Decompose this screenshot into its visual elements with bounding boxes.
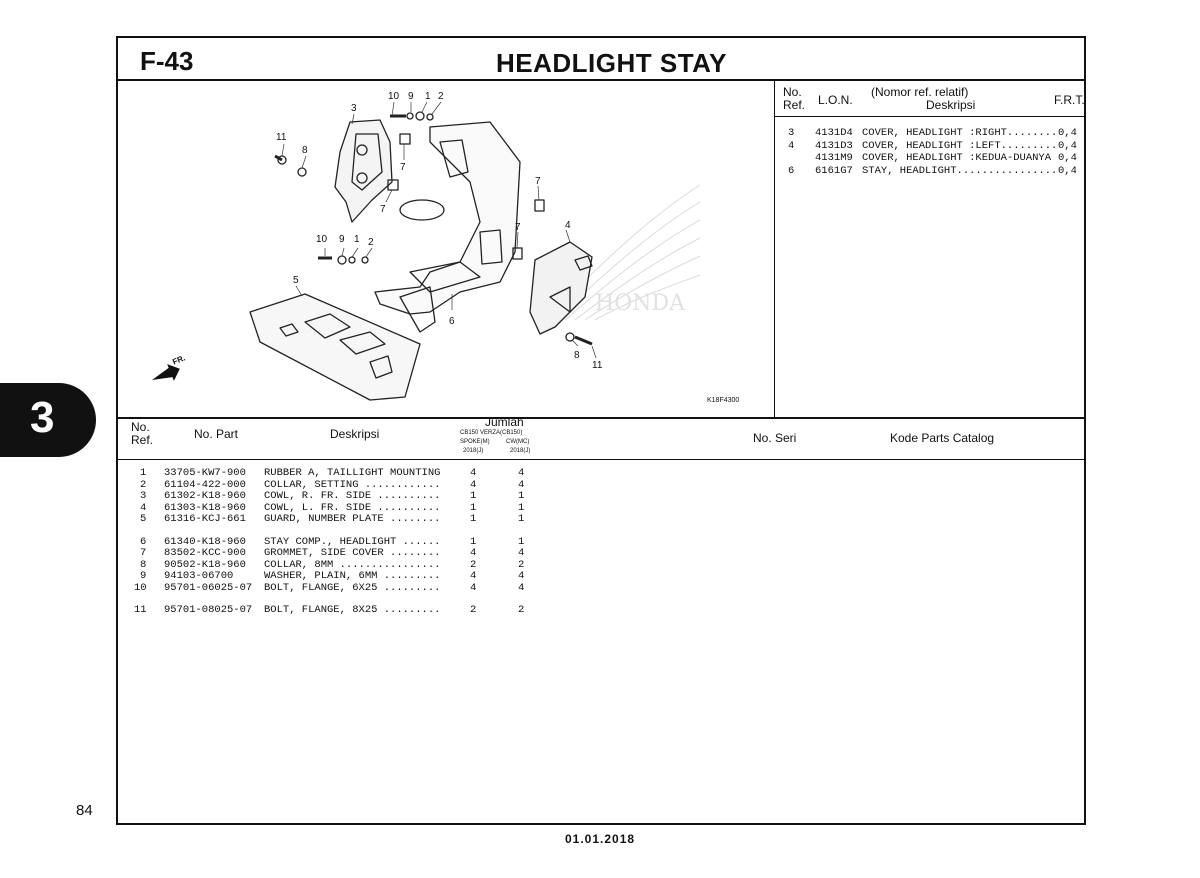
page-number: 84 xyxy=(76,802,93,819)
callout-9: 9 xyxy=(339,234,345,245)
front-label: FR. xyxy=(171,353,187,367)
section-number: 3 xyxy=(30,393,55,442)
figure-code: K18F4300 xyxy=(707,397,740,404)
parts-header-desc: Deskripsi xyxy=(330,427,380,441)
callout-3: 3 xyxy=(351,103,357,114)
section-tab xyxy=(0,383,96,457)
lon-header-no: No. Ref. xyxy=(783,85,806,112)
lon-header-lon: L.O.N. xyxy=(818,93,853,107)
parts-header-part: No. Part xyxy=(194,427,239,441)
parts-header-jumlah: Jumlah xyxy=(485,415,524,429)
lon-header-desc-top: (Nomor ref. relatif) xyxy=(871,85,969,99)
parts-header-cw: CW(MC) xyxy=(506,439,530,445)
callout-10: 10 xyxy=(388,91,400,102)
part-6-headlight-stay xyxy=(375,122,520,332)
callout-11: 11 xyxy=(592,360,603,371)
callout-10: 10 xyxy=(316,234,328,245)
lon-header-desc: Deskripsi xyxy=(926,98,976,112)
page-title: HEADLIGHT STAY xyxy=(496,48,727,78)
callout-5: 5 xyxy=(293,275,299,286)
title-divider xyxy=(116,79,1086,81)
callout-2: 2 xyxy=(438,91,444,102)
callout-7: 7 xyxy=(400,162,406,173)
print-date: 01.01.2018 xyxy=(565,832,636,846)
parts-header-seri: No. Seri xyxy=(753,431,797,445)
part-4-cowl-left xyxy=(530,242,592,334)
page-code: F-43 xyxy=(140,46,194,76)
parts-header-year-m: 2018(J) xyxy=(463,448,484,454)
lon-header-frt: F.R.T. xyxy=(1054,93,1085,107)
parts-header-spoke: SPOKE(M) xyxy=(460,439,490,445)
front-arrow xyxy=(147,353,191,388)
callout-9: 9 xyxy=(408,91,414,102)
exploded-diagram xyxy=(130,82,770,412)
lon-header-divider xyxy=(774,116,1086,117)
diagram-bottom-divider xyxy=(116,417,1086,419)
callout-2: 2 xyxy=(368,237,374,248)
callout-8: 8 xyxy=(302,145,308,156)
diagram-divider xyxy=(774,79,775,418)
callout-8: 8 xyxy=(574,350,580,361)
callout-6: 6 xyxy=(449,316,455,327)
parts-header-catalog: Kode Parts Catalog xyxy=(890,431,995,445)
callout-7: 7 xyxy=(515,222,521,233)
part-5-number-plate-guard xyxy=(250,294,420,400)
parts-header-divider xyxy=(116,459,1086,460)
callout-1: 1 xyxy=(354,234,360,245)
callout-7: 7 xyxy=(380,204,386,215)
parts-header-models: CB150 VERZA(CB150) xyxy=(460,430,523,436)
callout-7: 7 xyxy=(535,176,541,187)
parts-header-no: No. Ref. xyxy=(131,420,154,447)
honda-watermark-text: HONDA xyxy=(595,291,685,316)
callout-11: 11 xyxy=(276,132,287,143)
callout-1: 1 xyxy=(425,91,431,102)
parts-header-year-mc: 2018(J) xyxy=(510,448,531,454)
callout-4: 4 xyxy=(565,220,571,231)
